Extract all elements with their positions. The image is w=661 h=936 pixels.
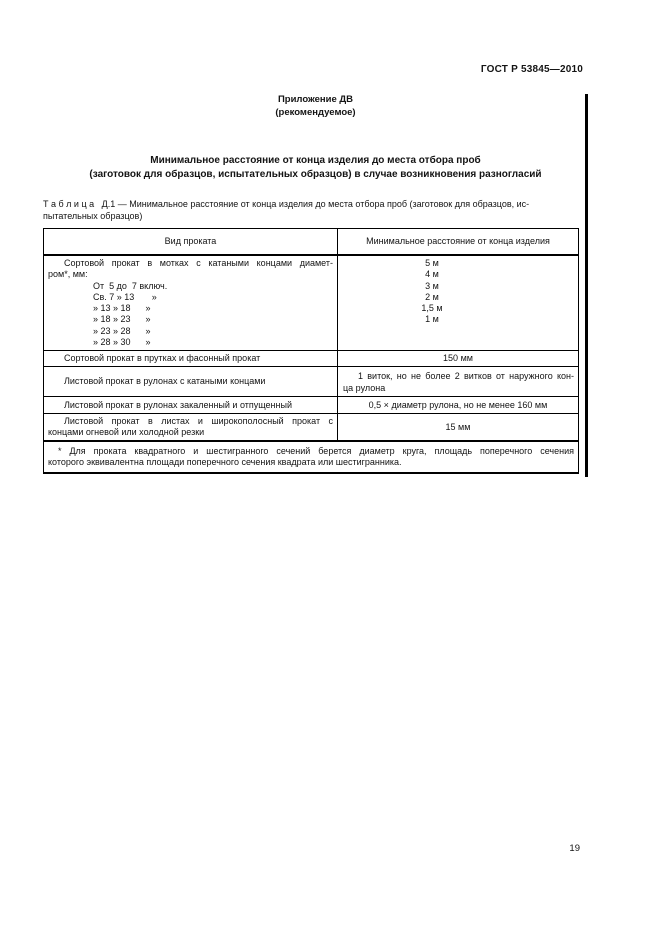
- distance-value-line-2: ца рулона: [343, 382, 386, 393]
- coil-label-line-2: ром*, мм:: [48, 269, 88, 280]
- table-caption-line-1: Т а б л и ц а Д.1 — Минимальное расстояние от конца изделия до места отбора проб (заготовок для образцов, ис-: [43, 199, 530, 209]
- cell-coil-group-values: [338, 255, 579, 351]
- appendix-label: Приложение ДВ: [277, 94, 354, 105]
- table-row-sheet-hardened: [44, 397, 579, 414]
- distance-value: 0,5 × диаметр рулона, но не менее 160 мм: [368, 399, 548, 410]
- table-caption: [43, 199, 578, 222]
- title-line-1: Минимальное расстояние от конца изделия до места отбора проб: [150, 155, 481, 166]
- table-caption-line-2: пытательных образцов): [43, 210, 143, 221]
- kind-text: Листовой прокат в рулонах с катаными концами: [64, 376, 266, 387]
- kind-line-1: Листовой прокат в листах и широкополосный прокат с: [64, 416, 333, 427]
- distance-value: 5 м: [425, 258, 439, 268]
- table-row-sheet-coils: [44, 367, 579, 397]
- table-footnote-row: [44, 441, 579, 473]
- distance-value: 2 м: [425, 291, 439, 302]
- table-d1: [43, 228, 579, 474]
- diameter-range: » 13 » 18 »: [93, 303, 151, 314]
- cell-value: [338, 351, 579, 367]
- appendix-heading: [43, 93, 588, 119]
- table-header-row: [44, 229, 579, 256]
- cell-coil-group-kind: [44, 255, 338, 351]
- cell-kind: [44, 367, 338, 397]
- distance-value: 15 мм: [445, 421, 471, 432]
- column-header-distance: Минимальное расстояние от конца изделия: [338, 229, 579, 256]
- column-header-kind: Вид проката: [44, 229, 338, 256]
- kind-line-2: концами огневой или холодной резки: [48, 427, 205, 438]
- change-bar: [585, 94, 588, 477]
- distance-value: 3 м: [425, 280, 439, 291]
- distance-value: 150 мм: [443, 353, 473, 364]
- distance-value: 1 м: [425, 314, 439, 325]
- table-footnote: [44, 441, 579, 473]
- standard-number: ГОСТ Р 53845—2010: [480, 64, 583, 75]
- appendix-note: (рекомендуемое): [275, 107, 356, 118]
- cell-value: [338, 414, 579, 442]
- table-row-coil-group: [44, 255, 579, 351]
- diameter-range-list: [93, 281, 333, 349]
- distance-value: 4 м: [425, 269, 439, 280]
- cell-value: [338, 397, 579, 414]
- cell-kind: [44, 351, 338, 367]
- footnote-line-2: которого эквивалентна площади поперечного сечения квадрата или шестигранника.: [48, 457, 402, 468]
- cell-value: [338, 367, 579, 397]
- coil-label-line-1: Сортовой прокат в мотках с катаными концами диамет-: [64, 258, 333, 268]
- diameter-range: » 28 » 30 »: [93, 337, 151, 348]
- kind-text: Сортовой прокат в прутках и фасонный прокат: [64, 353, 261, 364]
- diameter-range: От 5 до 7 включ.: [93, 280, 168, 291]
- diameter-range: » 23 » 28 »: [93, 325, 151, 336]
- diameter-range: Св. 7 » 13 »: [93, 291, 157, 302]
- cell-kind: [44, 397, 338, 414]
- page-title: [28, 154, 603, 181]
- cell-kind: [44, 414, 338, 442]
- diameter-range: » 18 » 23 »: [93, 314, 151, 325]
- kind-text: Листовой прокат в рулонах закаленный и отпущенный: [64, 399, 292, 410]
- distance-value-line-1: 1 виток, но не более 2 витков от наружного кон-: [358, 370, 574, 381]
- page-number: 19: [569, 843, 580, 854]
- distance-value: 1,5 м: [421, 303, 443, 314]
- table-row-bars: [44, 351, 579, 367]
- table-row-sheet-plates: [44, 414, 579, 442]
- footnote-line-1: * Для проката квадратного и шестигранного сечений берется диаметр круга, площадь поперечного сечения: [58, 445, 574, 456]
- title-line-2: (заготовок для образцов, испытательных образцов) в случае возникновения разногласий: [89, 168, 542, 180]
